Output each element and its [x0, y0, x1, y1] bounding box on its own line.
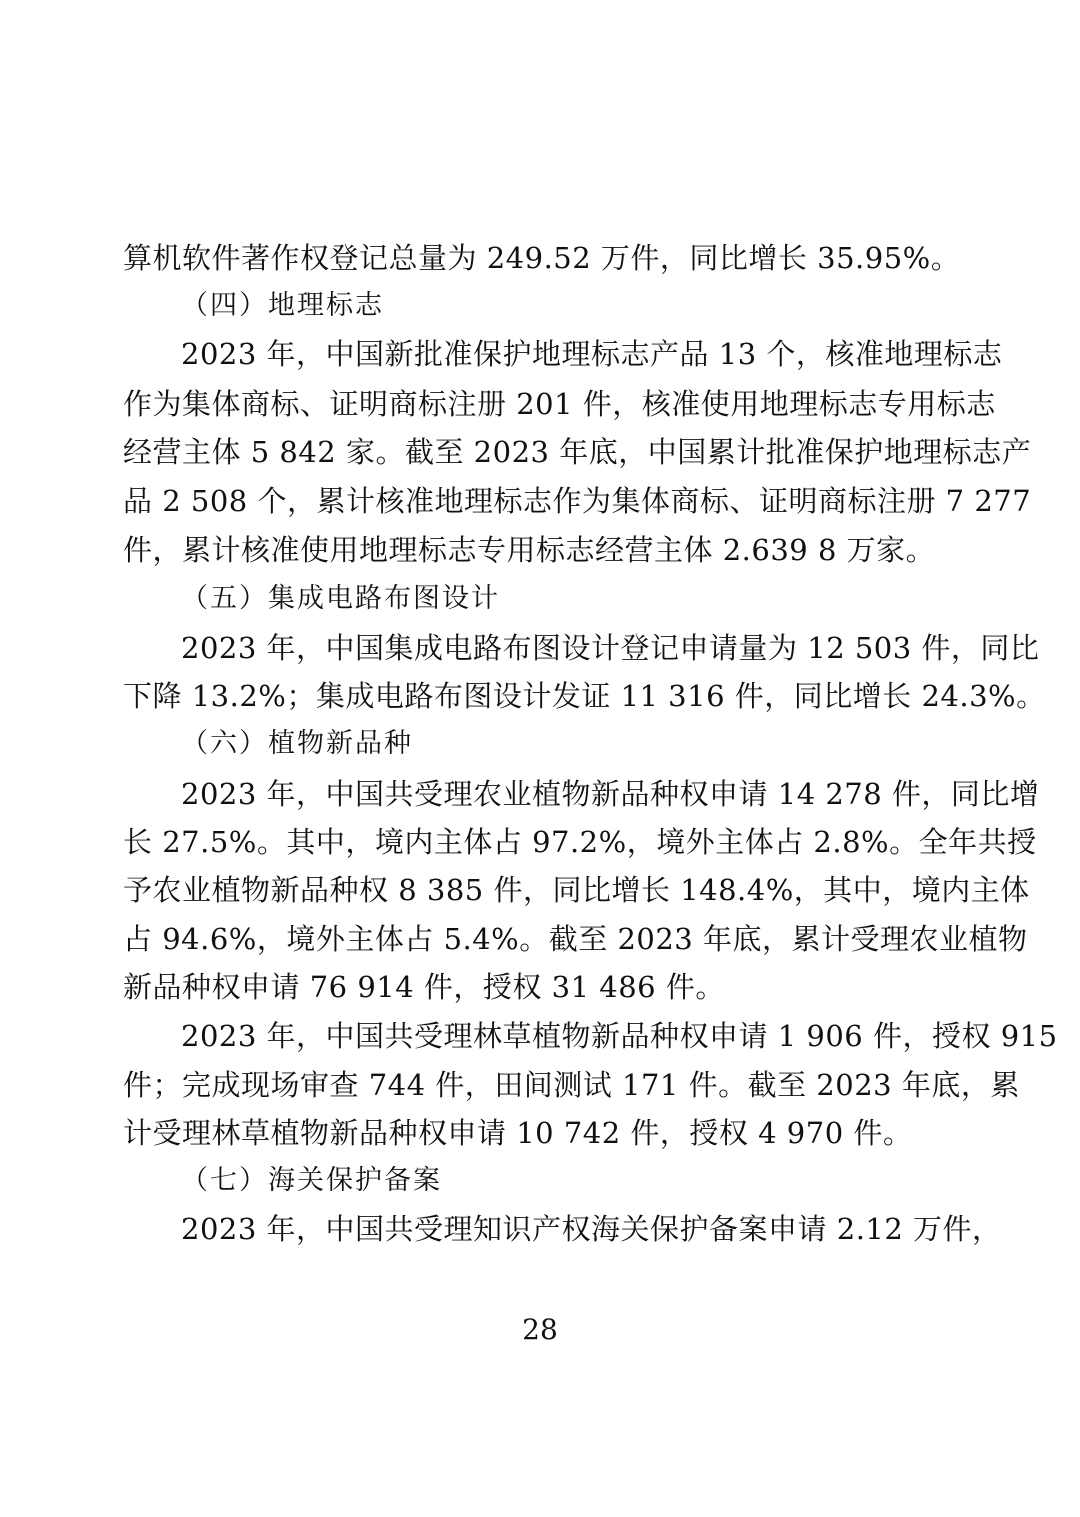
paragraph-line: 长 27.5%。其中，境内主体占 97.2%，境外主体占 2.8%。全年共授: [123, 825, 1037, 859]
paragraph-line: 2023 年，中国共受理知识产权海关保护备案申请 2.12 万件，: [181, 1212, 1002, 1246]
paragraph-line: 算机软件著作权登记总量为 249.52 万件，同比增长 35.95%。: [123, 241, 961, 275]
section-heading-integrated-circuits: （五）集成电路布图设计: [181, 583, 500, 614]
paragraph-line: 经营主体 5 842 家。截至 2023 年底，中国累计批准保护地理标志产: [123, 435, 1032, 469]
section-heading-geographical-indications: （四）地理标志: [181, 290, 384, 321]
paragraph-line: 新品种权申请 76 914 件，授权 31 486 件。: [123, 970, 725, 1004]
paragraph-line: 品 2 508 个，累计核准地理标志作为集体商标、证明商标注册 7 277: [123, 484, 1032, 518]
paragraph-line: 作为集体商标、证明商标注册 201 件，核准使用地理标志专用标志: [123, 387, 996, 421]
paragraph-line: 2023 年，中国共受理农业植物新品种权申请 14 278 件，同比增: [181, 777, 1040, 811]
paragraph-line: 件，累计核准使用地理标志专用标志经营主体 2.639 8 万家。: [123, 533, 936, 567]
page-number: 28: [522, 1313, 558, 1346]
section-heading-plant-varieties: （六）植物新品种: [181, 728, 413, 759]
paragraph-line: 下降 13.2%；集成电路布图设计发证 11 316 件，同比增长 24.3%。: [123, 679, 1046, 713]
paragraph-line: 2023 年，中国共受理林草植物新品种权申请 1 906 件，授权 915: [181, 1019, 1058, 1053]
paragraph-line: 2023 年，中国集成电路布图设计登记申请量为 12 503 件，同比: [181, 631, 1040, 665]
paragraph-line: 予农业植物新品种权 8 385 件，同比增长 148.4%，其中，境内主体: [123, 873, 1030, 907]
paragraph-line: 2023 年，中国新批准保护地理标志产品 13 个，核准地理标志: [181, 337, 1003, 371]
paragraph-line: 占 94.6%，境外主体占 5.4%。截至 2023 年底，累计受理农业植物: [123, 922, 1028, 956]
section-heading-customs-protection: （七）海关保护备案: [181, 1165, 442, 1196]
paragraph-line: 计受理林草植物新品种权申请 10 742 件，授权 4 970 件。: [123, 1116, 913, 1150]
paragraph-line: 件；完成现场审查 744 件，田间测试 171 件。截至 2023 年底，累: [123, 1068, 1020, 1102]
